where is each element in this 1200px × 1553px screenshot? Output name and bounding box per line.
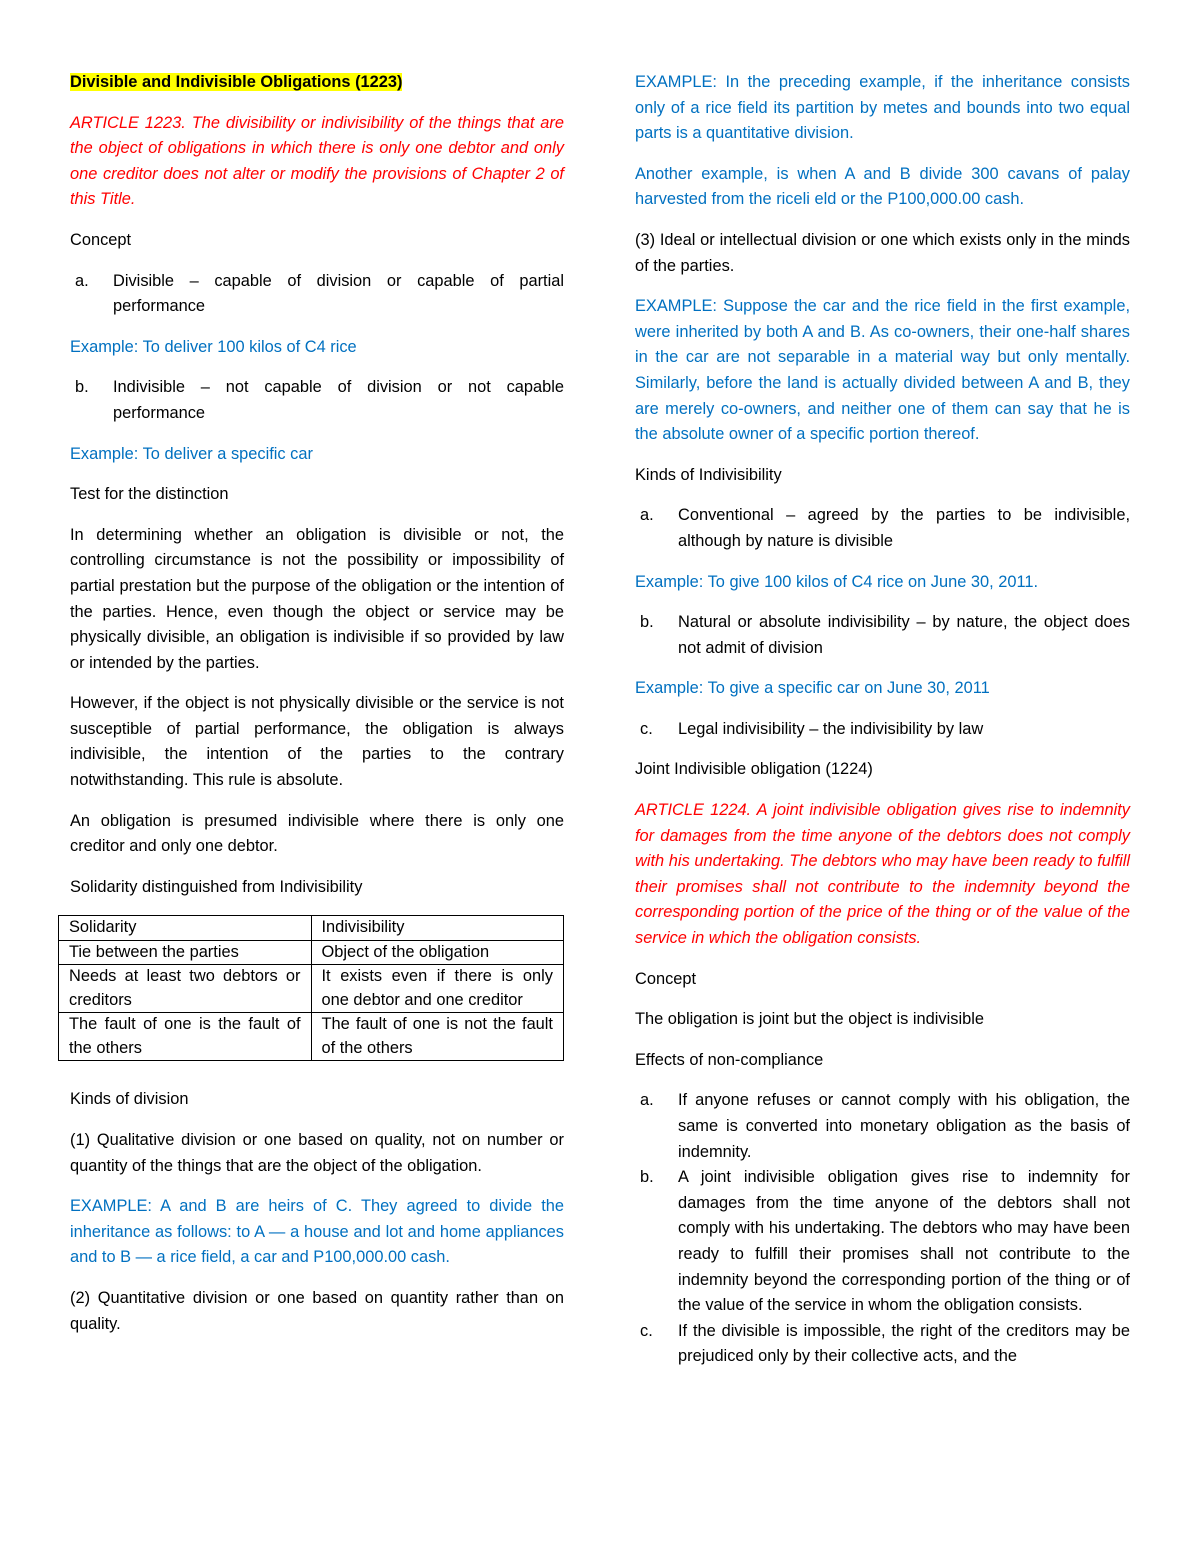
list-item: c. If the divisible is impossible, the right of the creditors may be prejudiced only by their collective acts, and the: [640, 1321, 1130, 1366]
kind-list-a: [635, 503, 1130, 554]
right-column: [635, 70, 1130, 1385]
kind-a-example: Example: To give 100 kilos of C4 rice on June 30, 2011.: [635, 572, 1039, 591]
list-item: b. A joint indivisible obligation gives rise to indemnity for damages from the time anyone of the debtors shall not comply with his undertaking. The debtors who may have been ready to fulfill their promises shall not contribute to the indemnity beyond the corresponding portion of the thing or of the value of the service in whom the obligation consists.: [640, 1168, 1130, 1315]
section-title: Divisible and Indivisible Obligations (1223): [70, 73, 403, 91]
table-cell: Tie between the parties: [59, 940, 312, 965]
solidarity-heading: Solidarity distinguished from Indivisibility: [70, 877, 363, 896]
test-paragraph-3: An obligation is presumed indivisible where there is only one creditor and only one debtor.: [70, 811, 564, 856]
effects-heading: Effects of non-compliance: [635, 1050, 824, 1069]
table-row: [59, 1013, 564, 1061]
concept-list-b: [70, 375, 564, 426]
table-cell: The fault of one is not the fault of the others: [311, 1013, 564, 1061]
list-item: a. If anyone refuses or cannot comply with his obligation, the same is converted into monetary obligation as the basis of indemnity.: [640, 1091, 1130, 1161]
qualitative-example: EXAMPLE: A and B are heirs of C. They agreed to divide the inheritance as follows: to A — a house and lot and home appliances and to B — a rice field, a car and P100,000.00 cash.: [70, 1197, 564, 1267]
list-item: b. Natural or absolute indivisibility – by nature, the object does not admit of division: [640, 613, 1130, 657]
quantitative-example: EXAMPLE: In the preceding example, if the inheritance consists only of a rice field its partition by metes and bounds into two equal parts is a quantitative division.: [635, 73, 1130, 143]
kinds-indivisibility-heading: Kinds of Indivisibility: [635, 465, 782, 484]
ideal-example: EXAMPLE: Suppose the car and the rice field in the first example, were inherited by both A and B. As co-owners, their one-half shares in the car are not separable in a material way but only mentally. Similarly, before the land is actually divided between A and B, they are merely co-owners, and neither one of them can say that he is the absolute owner of a specific portion thereof.: [635, 297, 1130, 444]
concept-heading: Concept: [70, 230, 132, 249]
kind-list-b: [635, 610, 1130, 661]
section-title-wrapper: [70, 70, 564, 96]
table-header-cell: Solidarity: [59, 916, 312, 941]
table-header-cell: Indivisibility: [311, 916, 564, 941]
kind-b-example: Example: To give a specific car on June 30, 2011: [635, 679, 990, 698]
table-cell: Object of the obligation: [311, 940, 564, 965]
list-item: a. Conventional – agreed by the parties to be indivisible, although by nature is divisible: [640, 506, 1130, 550]
list-item: c. Legal indivisibility – the indivisibility by law: [640, 719, 984, 738]
ideal-division: (3) Ideal or intellectual division or one which exists only in the minds of the parties.: [635, 230, 1130, 275]
table-cell: Needs at least two debtors or creditors: [59, 965, 312, 1013]
list-item: a. Divisible – capable of division or capable of partial performance: [75, 271, 564, 316]
table-header-row: [59, 916, 564, 941]
test-paragraph-1: In determining whether an obligation is divisible or not, the controlling circumstance is not the possibility or impossibility of partial prestation but the purpose of the obligation or the intention of the parties. Hence, even though the object or service may be physically divisible, an obligation is indivisible if so provided by law or intended by the parties.: [70, 525, 564, 672]
article-1223: ARTICLE 1223. The divisibility or indivisibility of the things that are the object of obligations in which there is only one debtor and only one creditor does not alter or modify the provisions of Chapter 2 of this Title.: [70, 113, 564, 209]
concept-text: The obligation is joint but the object is indivisible: [635, 1010, 984, 1029]
quantitative-division: (2) Quantitative division or one based on quantity rather than on quality.: [70, 1289, 564, 1333]
effects-list: [635, 1088, 1130, 1370]
kinds-division-heading: Kinds of division: [70, 1090, 189, 1109]
test-heading: Test for the distinction: [70, 485, 229, 504]
table-cell: It exists even if there is only one debtor and one creditor: [311, 965, 564, 1013]
kind-list-c: [635, 717, 1130, 743]
test-paragraph-2: However, if the object is not physically divisible or the service is not susceptible of partial performance, the obligation is always indivisible, the intention of the parties to the contrary notwithstanding. This rule is absolute.: [70, 694, 564, 790]
table-cell: The fault of one is the fault of the others: [59, 1013, 312, 1061]
another-example: Another example, is when A and B divide 300 cavans of palay harvested from the riceli eld or the P100,000.00 cash.: [635, 164, 1130, 209]
concept-list-a: [70, 269, 564, 320]
comparison-table: [58, 915, 564, 1061]
left-column: [70, 70, 564, 1352]
joint-heading: Joint Indivisible obligation (1224): [635, 760, 873, 779]
concept-heading-right: Concept: [635, 969, 697, 988]
example-divisible: Example: To deliver 100 kilos of C4 rice: [70, 337, 357, 356]
example-indivisible: Example: To deliver a specific car: [70, 444, 313, 463]
table-row: [59, 940, 564, 965]
qualitative-division: (1) Qualitative division or one based on quality, not on number or quantity of the things that are the object of the obligation.: [70, 1131, 564, 1175]
list-item: b. Indivisible – not capable of division or not capable performance: [75, 378, 564, 422]
article-1224: ARTICLE 1224. A joint indivisible obligation gives rise to indemnity for damages from the time anyone of the debtors does not comply with his undertaking. The debtors who may have been ready to fulfill their promises shall not contribute to the indemnity beyond the corresponding portion of the price of the thing or of the value of the service in which the obligation consists.: [635, 801, 1130, 948]
table-row: [59, 965, 564, 1013]
